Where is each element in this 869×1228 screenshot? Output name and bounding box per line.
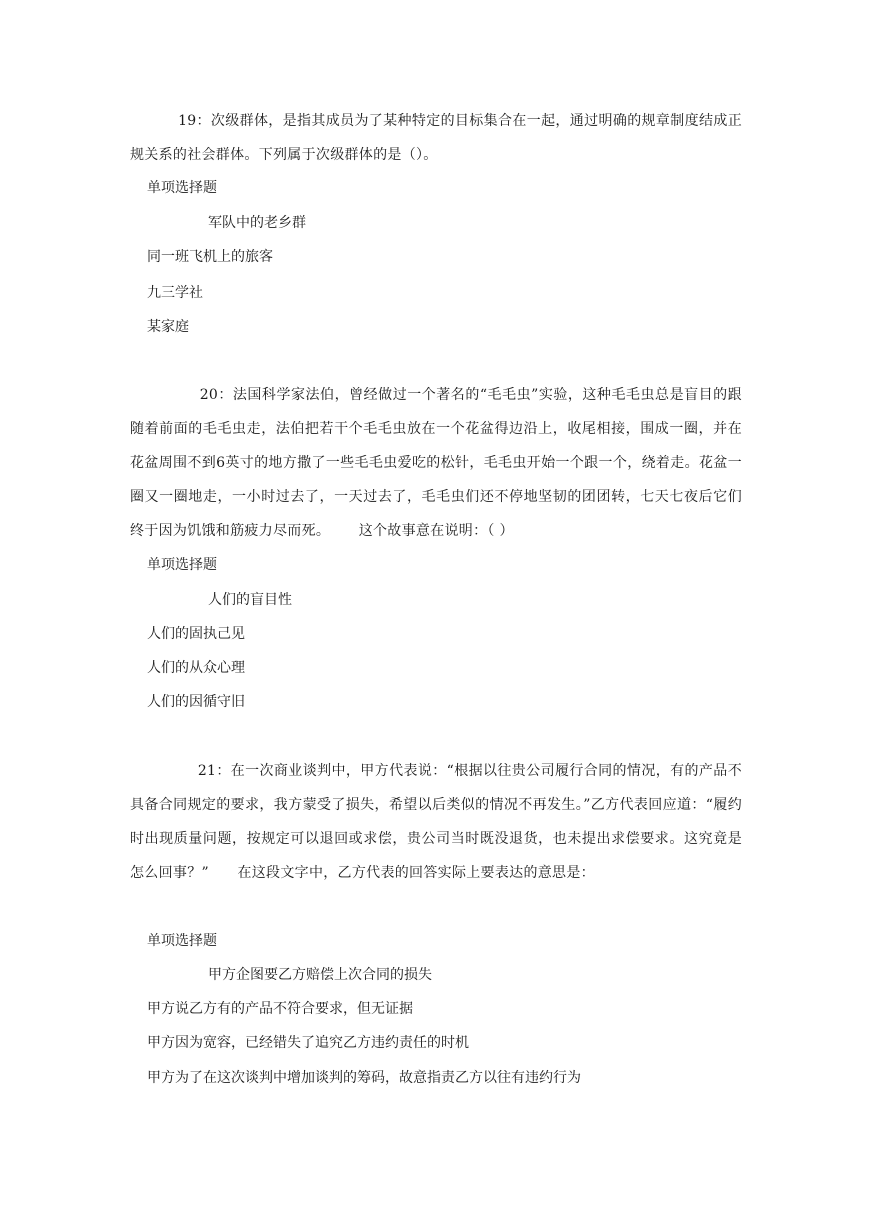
question-type: 单项选择题 bbox=[147, 933, 217, 949]
question-type: 单项选择题 bbox=[147, 180, 217, 196]
option-b: 人们的固执己见 bbox=[147, 626, 245, 642]
question-stem: 20：法国科学家法伯，曾经做过一个著名的“毛毛虫”实验，这种毛毛虫总是盲目的跟随着前面的毛毛虫走，法伯把若干个毛毛虫放在一个花盆得边沿上，收尾相接，围成一圈，并在花盆周围不到6英寸的地方撒了一些毛毛虫爱吃的松针，毛毛虫开始一个跟一个，绕着走。花盆一圈又一圈地走，一小时过去了，一天过去了，毛毛虫们还不停地坚韧的团团转，七天七夜后它们终于因为饥饿和筋疲力尽而死。 这个故事意在说明：（ ） bbox=[130, 387, 742, 539]
option-a: 人们的盲目性 bbox=[208, 592, 292, 608]
option-d: 甲方为了在这次谈判中增加谈判的筹码，故意指责乙方以往有违约行为 bbox=[147, 1070, 581, 1086]
option-c: 九三学社 bbox=[147, 285, 203, 301]
option-c: 人们的从众心理 bbox=[147, 660, 245, 676]
option-b: 甲方说乙方有的产品不符合要求，但无证据 bbox=[147, 1001, 413, 1017]
option-d: 人们的因循守旧 bbox=[147, 694, 245, 710]
question-stem: 21：在一次商业谈判中，甲方代表说：“根据以往贵公司履行合同的情况，有的产品不具备合同规定的要求，我方蒙受了损失，希望以后类似的情况不再发生。”乙方代表回应道：“履约时出现质量问题，按规定可以退回或求偿，贵公司当时既没退货，也未提出求偿要求。这究竟是怎么回事？” 在这段文字中，乙方代表的回答实际上要表达的意思是： bbox=[130, 763, 742, 881]
question-stem: 19：次级群体，是指其成员为了某种特定的目标集合在一起，通过明确的规章制度结成正规关系的社会群体。下列属于次级群体的是（）。 bbox=[130, 113, 742, 163]
option-c: 甲方因为宽容，已经错失了追究乙方违约责任的时机 bbox=[147, 1035, 469, 1051]
option-a: 甲方企图要乙方赔偿上次合同的损失 bbox=[208, 967, 432, 983]
option-a: 军队中的老乡群 bbox=[208, 215, 306, 231]
option-b: 同一班飞机上的旅客 bbox=[147, 249, 273, 265]
option-d: 某家庭 bbox=[147, 319, 189, 335]
question-type: 单项选择题 bbox=[147, 557, 217, 573]
